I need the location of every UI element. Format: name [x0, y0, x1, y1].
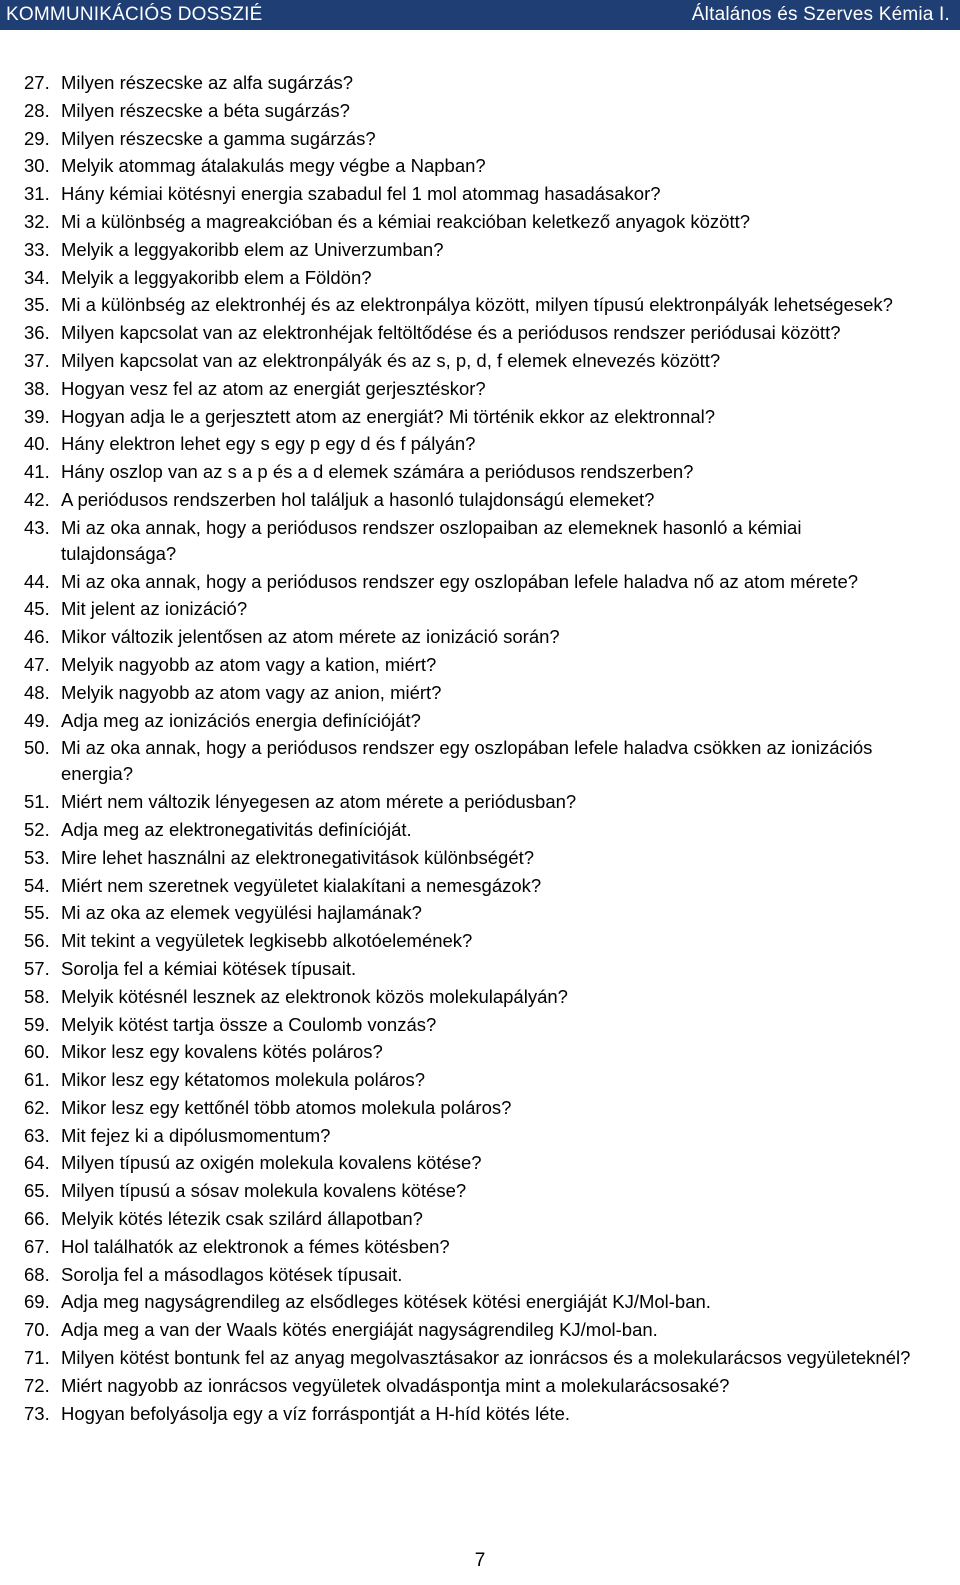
question-item [0, 984, 960, 1010]
question-text: Hogyan adja le a gerjesztett atom az energiát? Mi történik ekkor az elektronnal? [61, 405, 716, 427]
question-item [0, 376, 960, 402]
question-number: 47. [24, 653, 50, 675]
question-number: 57. [24, 957, 50, 979]
question-number: 37. [24, 349, 50, 371]
question-item [0, 1123, 960, 1149]
question-text: Hány oszlop van az s a p és a d elemek számára a periódusos rendszerben? [61, 461, 694, 483]
question-text: Mi az oka annak, hogy a periódusos rendszer oszlopaiban az elemeknek hasonló a kémiai tulajdonsága? [61, 516, 802, 564]
question-text: Adja meg nagyságrendileg az elsődleges kötések kötési energiáját KJ/Mol-ban. [61, 1291, 711, 1313]
question-item [0, 624, 960, 650]
question-item [0, 956, 960, 982]
question-item [0, 680, 960, 706]
question-text: Melyik kötés létezik csak szilárd állapotban? [61, 1208, 423, 1230]
question-number: 68. [24, 1263, 50, 1285]
question-number: 51. [24, 791, 50, 813]
question-item [0, 1401, 960, 1427]
question-item [0, 900, 960, 926]
question-number: 54. [24, 874, 50, 896]
question-number: 41. [24, 461, 50, 483]
question-number: 28. [24, 99, 50, 121]
question-item [0, 404, 960, 430]
question-number: 67. [24, 1235, 50, 1257]
question-item [0, 320, 960, 346]
question-number: 72. [24, 1374, 50, 1396]
question-item [0, 487, 960, 513]
question-item [0, 153, 960, 179]
question-item [0, 1262, 960, 1288]
question-text: Melyik kötést tartja össze a Coulomb vonzás? [61, 1013, 437, 1035]
question-text: Hogyan vesz fel az atom az energiát gerjesztéskor? [61, 377, 486, 399]
question-text: Milyen típusú a sósav molekula kovalens kötése? [61, 1180, 467, 1202]
question-text: Mi az oka az elemek vegyülési hajlamának? [61, 902, 422, 924]
question-item [0, 98, 960, 124]
header-left-title: KOMMUNIKÁCIÓS DOSSZIÉ [6, 4, 263, 25]
question-number: 64. [24, 1152, 50, 1174]
question-text: A periódusos rendszerben hol találjuk a hasonló tulajdonságú elemeket? [61, 488, 655, 510]
question-item [0, 181, 960, 207]
question-text: Milyen típusú az oxigén molekula kovalens kötése? [61, 1152, 482, 1174]
question-item [0, 928, 960, 954]
question-item [0, 1345, 960, 1371]
question-number: 58. [24, 985, 50, 1007]
question-text: Mire lehet használni az elektronegativitások különbségét? [61, 846, 535, 868]
question-text: Mikor változik jelentősen az atom mérete az ionizáció során? [61, 626, 560, 648]
question-text: Mi az oka annak, hogy a periódusos rendszer egy oszlopában lefele haladva nő az atom mérete? [61, 570, 859, 592]
question-item [0, 817, 960, 843]
question-item [0, 1373, 960, 1399]
question-number: 33. [24, 238, 50, 260]
question-text: Hol találhatók az elektronok a fémes kötésben? [61, 1235, 450, 1257]
question-text: Mit tekint a vegyületek legkisebb alkotóelemének? [61, 930, 473, 952]
question-number: 39. [24, 405, 50, 427]
question-list [0, 70, 960, 1428]
question-item [0, 596, 960, 622]
question-item [0, 1317, 960, 1343]
question-text: Melyik nagyobb az atom vagy az anion, miért? [61, 681, 442, 703]
page-number: 7 [474, 1550, 486, 1571]
question-number: 55. [24, 902, 50, 924]
question-text: Sorolja fel a másodlagos kötések típusait. [61, 1263, 403, 1285]
question-item [0, 1067, 960, 1093]
question-number: 59. [24, 1013, 50, 1035]
question-number: 56. [24, 930, 50, 952]
question-text: Adja meg a van der Waals kötés energiáját nagyságrendileg KJ/mol-ban. [61, 1319, 658, 1341]
header-right-title: Általános és Szerves Kémia I. [691, 4, 950, 25]
question-text: Melyik nagyobb az atom vagy a kation, miért? [61, 653, 437, 675]
question-item [0, 873, 960, 899]
question-item [0, 431, 960, 457]
question-number: 31. [24, 183, 50, 205]
question-text: Milyen kötést bontunk fel az anyag megolvasztásakor az ionrácsos és a molekularácsos vegyületeknél? [61, 1347, 911, 1369]
question-text: Melyik a leggyakoribb elem a Földön? [61, 266, 372, 288]
question-item [0, 1039, 960, 1065]
question-text: Mi a különbség az elektronhéj és az elektronpálya között, milyen típusú elektronpályák lehetségesek? [61, 294, 893, 316]
question-number: 50. [24, 737, 50, 759]
question-item [0, 1178, 960, 1204]
question-number: 27. [24, 72, 50, 93]
question-item [0, 1206, 960, 1232]
question-number: 44. [24, 570, 50, 592]
question-item [0, 569, 960, 595]
question-item [0, 1012, 960, 1038]
question-item [0, 735, 960, 787]
question-text: Miért nem változik lényegesen az atom mérete a periódusban? [61, 791, 577, 813]
question-text: Milyen részecske a gamma sugárzás? [61, 127, 376, 149]
question-number: 61. [24, 1069, 50, 1091]
question-text: Sorolja fel a kémiai kötések típusait. [61, 957, 357, 979]
question-item [0, 459, 960, 485]
question-number: 60. [24, 1041, 50, 1063]
question-text: Milyen kapcsolat van az elektronhéjak feltöltődése és a periódusos rendszer periódusai között? [61, 322, 841, 344]
question-item [0, 126, 960, 152]
question-item [0, 292, 960, 318]
question-text: Milyen részecske az alfa sugárzás? [61, 72, 354, 93]
question-text: Melyik atommag átalakulás megy végbe a Napban? [61, 155, 486, 177]
question-number: 66. [24, 1208, 50, 1230]
question-text: Melyik kötésnél lesznek az elektronok közös molekulapályán? [61, 985, 568, 1007]
question-item [0, 1289, 960, 1315]
question-number: 65. [24, 1180, 50, 1202]
question-number: 30. [24, 155, 50, 177]
question-text: Mi az oka annak, hogy a periódusos rendszer egy oszlopában lefele haladva csökken az ionizációs energia? [61, 737, 873, 785]
question-number: 63. [24, 1124, 50, 1146]
question-text: Mit fejez ki a dipólusmomentum? [61, 1124, 331, 1146]
question-number: 40. [24, 433, 50, 455]
question-text: Adja meg az ionizációs energia definícióját? [61, 709, 421, 731]
question-item [0, 70, 960, 96]
question-number: 38. [24, 377, 50, 399]
question-text: Mit jelent az ionizáció? [61, 598, 248, 620]
question-text: Miért nagyobb az ionrácsos vegyületek olvadáspontja mint a molekularácsosaké? [61, 1374, 730, 1396]
question-number: 43. [24, 516, 50, 538]
question-text: Mikor lesz egy kettőnél több atomos molekula poláros? [61, 1096, 512, 1118]
question-item [0, 652, 960, 678]
question-text: Milyen részecske a béta sugárzás? [61, 99, 350, 121]
question-number: 46. [24, 626, 50, 648]
question-number: 52. [24, 818, 50, 840]
question-item [0, 237, 960, 263]
question-item [0, 708, 960, 734]
question-text: Hány elektron lehet egy s egy p egy d és f pályán? [61, 433, 476, 455]
question-text: Milyen kapcsolat van az elektronpályák és az s, p, d, f elemek elnevezés között? [61, 349, 721, 371]
question-number: 70. [24, 1319, 50, 1341]
question-text: Melyik a leggyakoribb elem az Univerzumban? [61, 238, 444, 260]
question-number: 48. [24, 681, 50, 703]
question-text: Mikor lesz egy kétatomos molekula poláros? [61, 1069, 425, 1091]
question-number: 29. [24, 127, 50, 149]
question-text: Adja meg az elektronegativitás definícióját. [61, 818, 412, 840]
question-number: 69. [24, 1291, 50, 1313]
question-number: 73. [24, 1402, 50, 1424]
question-number: 71. [24, 1347, 50, 1369]
question-number: 32. [24, 210, 50, 232]
question-text: Mikor lesz egy kovalens kötés poláros? [61, 1041, 383, 1063]
question-item [0, 789, 960, 815]
question-item [0, 515, 960, 567]
question-item [0, 1095, 960, 1121]
question-item [0, 1234, 960, 1260]
question-text: Hány kémiai kötésnyi energia szabadul fel 1 mol atommag hasadásakor? [61, 183, 661, 205]
question-number: 45. [24, 598, 50, 620]
question-text: Hogyan befolyásolja egy a víz forráspontját a H-híd kötés léte. [61, 1402, 571, 1424]
question-number: 34. [24, 266, 50, 288]
question-item [0, 348, 960, 374]
question-number: 49. [24, 709, 50, 731]
question-item [0, 1150, 960, 1176]
question-number: 35. [24, 294, 50, 316]
page-header [0, 0, 960, 30]
question-item [0, 209, 960, 235]
question-item [0, 265, 960, 291]
question-number: 42. [24, 488, 50, 510]
question-item [0, 845, 960, 871]
question-text: Mi a különbség a magreakcióban és a kémiai reakcióban keletkező anyagok között? [61, 210, 751, 232]
question-number: 36. [24, 322, 50, 344]
question-text: Miért nem szeretnek vegyületet kialakítani a nemesgázok? [61, 874, 542, 896]
question-number: 53. [24, 846, 50, 868]
question-number: 62. [24, 1096, 50, 1118]
